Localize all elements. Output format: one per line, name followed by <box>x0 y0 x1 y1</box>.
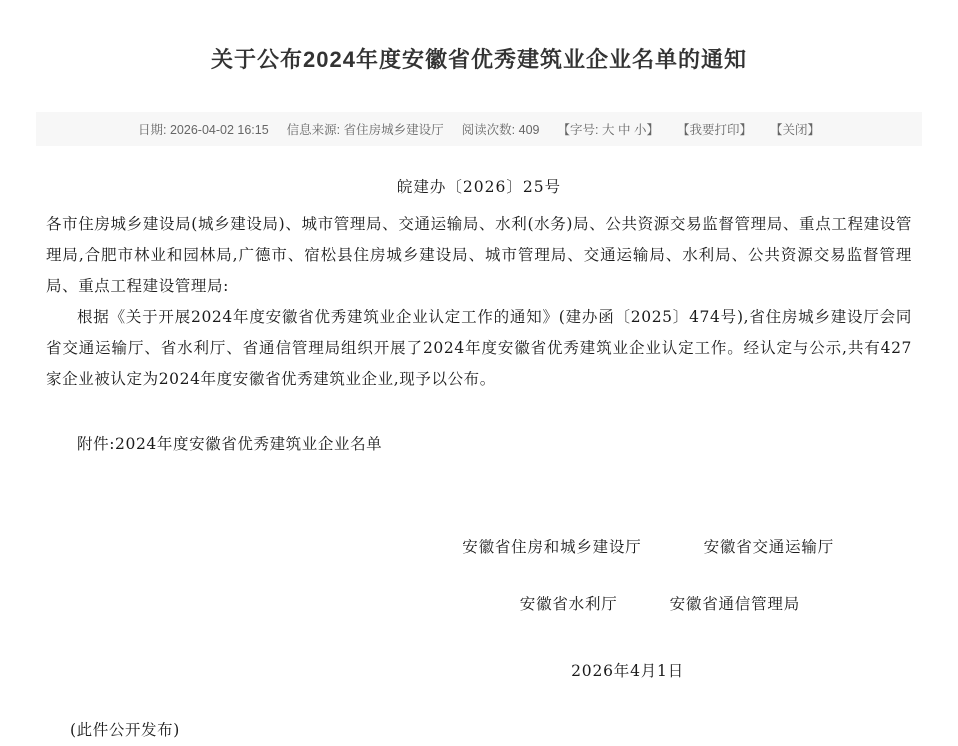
page-title: 关于公布2024年度安徽省优秀建筑业企业名单的通知 <box>211 46 747 72</box>
print-action[interactable] <box>677 120 752 138</box>
font-size-small-button[interactable]: 小】 <box>633 123 659 138</box>
meta-source <box>287 120 444 138</box>
main-paragraph: 根据《关于开展2024年度安徽省优秀建筑业企业认定工作的通知》(建办函〔2025〕474号),省住房城乡建设厅会同省交通运输厅、省水利厅、省通信管理局组织开展了2024年度安徽省优秀建筑业企业认定工作。经认定与公示,共有427家企业被认定为2024年度安徽省优秀建筑业企业,现予以公布。 <box>46 308 912 389</box>
attachment-line: 附件:2024年度安徽省优秀建筑业企业名单 <box>77 435 383 454</box>
document-number: 皖建办〔2026〕25号 <box>396 178 562 197</box>
meta-source-value: 省住房城乡建设厅 <box>343 123 444 138</box>
meta-views <box>462 120 540 138</box>
print-link[interactable]: 【我要打印】 <box>676 123 752 138</box>
meta-date-label: 日期: <box>138 123 167 138</box>
meta-date <box>138 120 269 138</box>
signature-row-2 <box>46 589 912 620</box>
meta-views-value: 409 <box>518 123 540 138</box>
meta-date-value: 2026-04-02 16:15 <box>169 123 269 138</box>
signer-transport-dept: 安徽省交通运输厅 <box>703 538 834 557</box>
close-action[interactable] <box>770 120 820 138</box>
signer-communications-bureau: 安徽省通信管理局 <box>669 595 800 614</box>
signer-housing-dept: 安徽省住房和城乡建设厅 <box>462 538 642 557</box>
signer-water-dept: 安徽省水利厅 <box>519 595 618 614</box>
meta-source-label: 信息来源: <box>286 123 341 138</box>
signature-block <box>46 532 912 687</box>
font-size-label: 【字号: <box>557 123 599 138</box>
font-size-controls <box>557 120 658 138</box>
font-size-medium-button[interactable]: 中 <box>617 123 631 138</box>
document-meta-bar <box>36 112 922 146</box>
document-page <box>0 15 958 740</box>
signature-row-1 <box>46 532 912 563</box>
close-link[interactable]: 【关闭】 <box>769 123 820 138</box>
font-size-large-button[interactable]: 大 <box>601 123 615 138</box>
recipient-paragraph: 各市住房城乡建设局(城乡建设局)、城市管理局、交通运输局、水利(水务)局、公共资源交易监督管理局、重点工程建设管理局,合肥市林业和园林局,广德市、宿松县住房城乡建设局、城市管理局、交通运输局、水利局、公共资源交易监督管理局、重点工程建设管理局: <box>46 215 912 296</box>
publication-note: (此件公开发布) <box>70 721 180 740</box>
meta-views-label: 阅读次数: <box>461 123 516 138</box>
signature-date: 2026年4月1日 <box>571 662 684 681</box>
document-body <box>0 146 958 746</box>
